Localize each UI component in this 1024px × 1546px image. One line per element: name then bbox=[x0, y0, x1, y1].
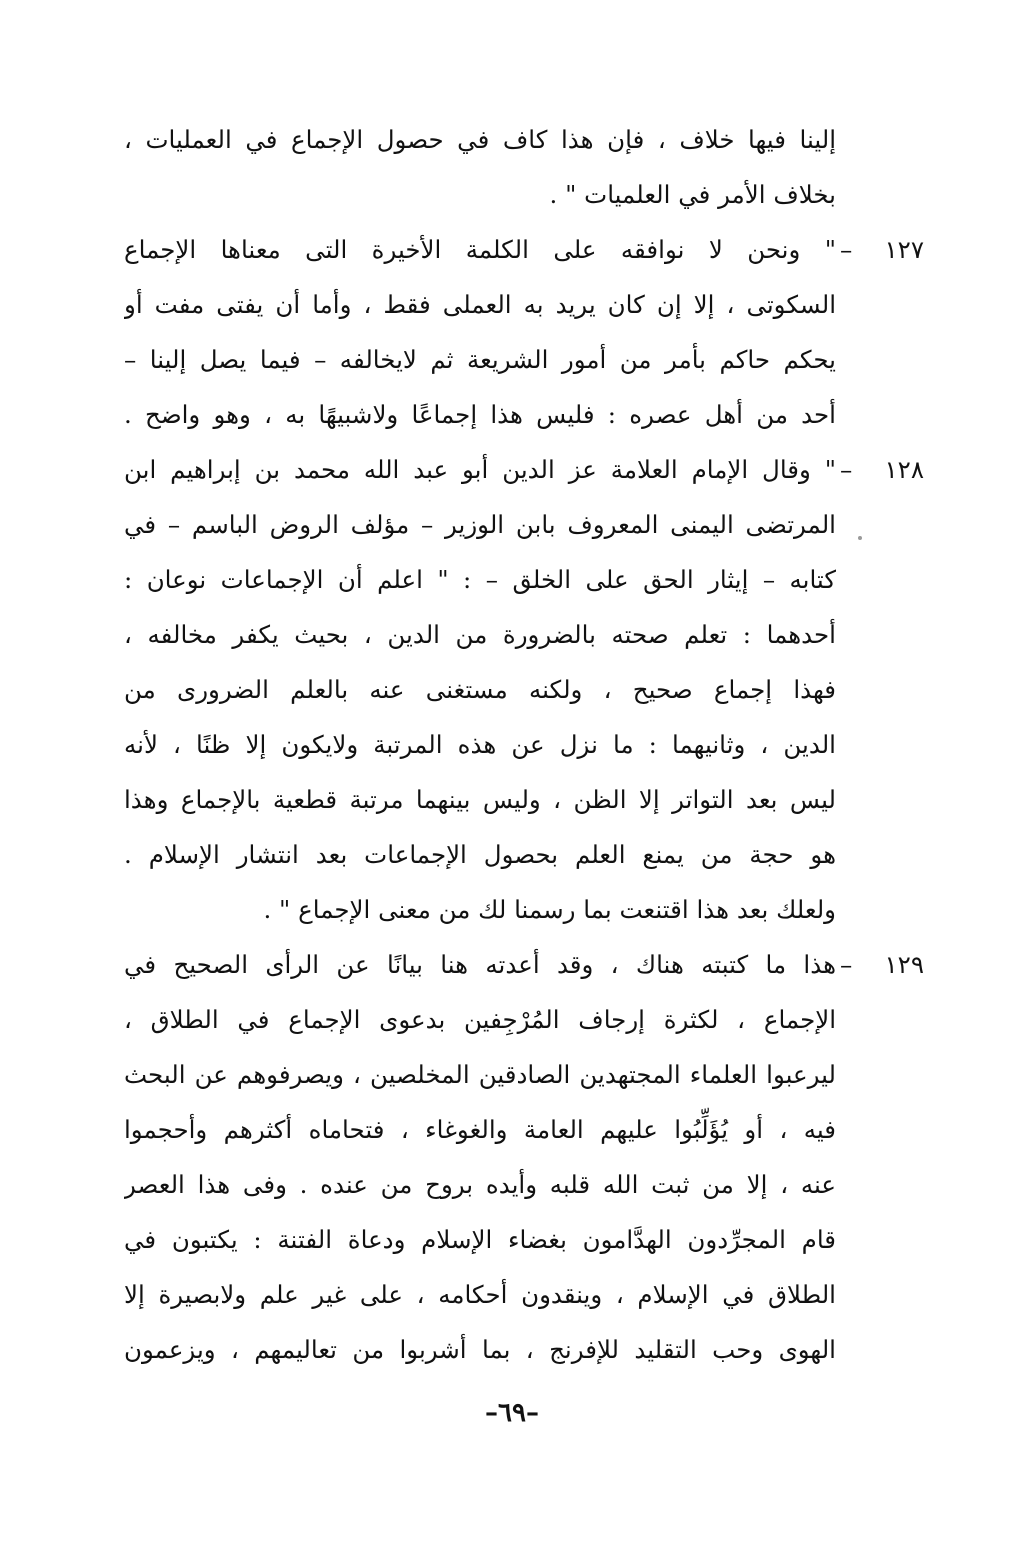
text-line bbox=[124, 827, 924, 882]
line-text: هذا ما كتبته هناك ، وقد أعدته هنا بيانًا عن الرأى الصحيح في bbox=[124, 950, 836, 979]
text-line bbox=[124, 1102, 924, 1157]
line-text: الهوى وحب التقليد للإفرنج ، بما أشربوا من تعاليمهم ، ويزعمون bbox=[124, 1335, 836, 1364]
line-text: ليرعبوا العلماء المجتهدين الصادقين المخلصين ، ويصرفوهم عن البحث bbox=[124, 1060, 836, 1089]
paragraph-number: ١٢٨ – bbox=[840, 455, 924, 484]
text-line bbox=[124, 717, 924, 772]
text-line bbox=[124, 552, 924, 607]
line-text: قام المجرِّدون الهدَّامون بغضاء الإسلام ودعاة الفتنة : يكتبون في bbox=[124, 1225, 836, 1254]
scan-speck bbox=[858, 536, 862, 540]
text-line bbox=[124, 607, 924, 662]
line-text: فهذا إجماع صحيح ، ولكنه مستغنى عنه بالعلم الضرورى من bbox=[124, 675, 836, 704]
text-line bbox=[124, 937, 924, 992]
text-line bbox=[124, 992, 924, 1047]
line-text: المرتضى اليمنى المعروف بابن الوزير – مؤلف الروض الباسم – في bbox=[124, 510, 836, 539]
line-text: هو حجة من يمنع العلم بحصول الإجماعات بعد انتشار الإسلام . bbox=[124, 840, 836, 869]
line-text: الطلاق في الإسلام ، وينقدون أحكامه ، على غير علم ولابصيرة إلا bbox=[124, 1280, 836, 1309]
text-line bbox=[124, 772, 924, 827]
page-number: –٦٩– bbox=[485, 1398, 539, 1428]
text-line bbox=[124, 332, 924, 387]
line-text: فيه ، أو يُؤَلِّبُوا عليهم العامة والغوغاء ، فتحاماه أكثرهم وأحجموا bbox=[124, 1115, 836, 1144]
line-text: أحدهما : تعلم صحته بالضرورة من الدين ، بحيث يكفر مخالفه ، bbox=[124, 620, 836, 649]
line-text: كتابه – إيثار الحق على الخلق – : " اعلم أن الإجماعات نوعان : bbox=[124, 565, 836, 594]
text-line bbox=[124, 277, 924, 332]
text-line bbox=[124, 662, 924, 717]
text-line bbox=[124, 387, 924, 442]
line-text: أحد من أهل عصره : فليس هذا إجماعًا ولاشبيهًا به ، وهو واضح . bbox=[124, 400, 836, 429]
text-line bbox=[124, 442, 924, 497]
line-text: " ونحن لا نوافقه على الكلمة الأخيرة التى معناها الإجماع bbox=[124, 235, 836, 264]
paragraph-number: ١٢٧ – bbox=[840, 235, 924, 264]
line-text: الإجماع ، لكثرة إرجاف المُرْجِفين بدعوى الإجماع في الطلاق ، bbox=[124, 1005, 836, 1034]
line-text: السكوتى ، إلا إن كان يريد به العملى فقط ، وأما أن يفتى مفت أو bbox=[124, 290, 836, 319]
text-line bbox=[124, 167, 924, 222]
line-text: إلينا فيها خلاف ، فإن هذا كاف في حصول الإجماع في العمليات ، bbox=[124, 125, 836, 154]
text-line bbox=[124, 1267, 924, 1322]
line-text: ولعلك بعد هذا اقتنعت بما رسمنا لك من معنى الإجماع " . bbox=[263, 895, 836, 924]
text-line bbox=[124, 1212, 924, 1267]
text-line bbox=[124, 1047, 924, 1102]
line-text: ليس بعد التواتر إلا الظن ، وليس بينهما مرتبة قطعية بالإجماع وهذا bbox=[124, 785, 836, 814]
line-text: الدين ، وثانيهما : ما نزل عن هذه المرتبة ولايكون إلا ظنًا ، لأنه bbox=[124, 730, 836, 759]
text-line bbox=[124, 112, 924, 167]
line-text: " وقال الإمام العلامة عز الدين أبو عبد الله محمد بن إبراهيم ابن bbox=[124, 455, 836, 484]
body-text bbox=[124, 112, 924, 1377]
text-line bbox=[124, 1322, 924, 1377]
text-line bbox=[124, 882, 924, 937]
text-line bbox=[124, 497, 924, 552]
line-text: بخلاف الأمر في العلميات " . bbox=[549, 180, 836, 209]
line-text: يحكم حاكم بأمر من أمور الشريعة ثم لايخالفه – فيما يصل إلينا – bbox=[124, 345, 836, 374]
text-line bbox=[124, 222, 924, 277]
line-text: عنه ، إلا من ثبت الله قلبه وأيده بروح من عنده . وفى هذا العصر bbox=[124, 1170, 836, 1199]
paragraph-number: ١٢٩ – bbox=[840, 950, 924, 979]
text-line bbox=[124, 1157, 924, 1212]
